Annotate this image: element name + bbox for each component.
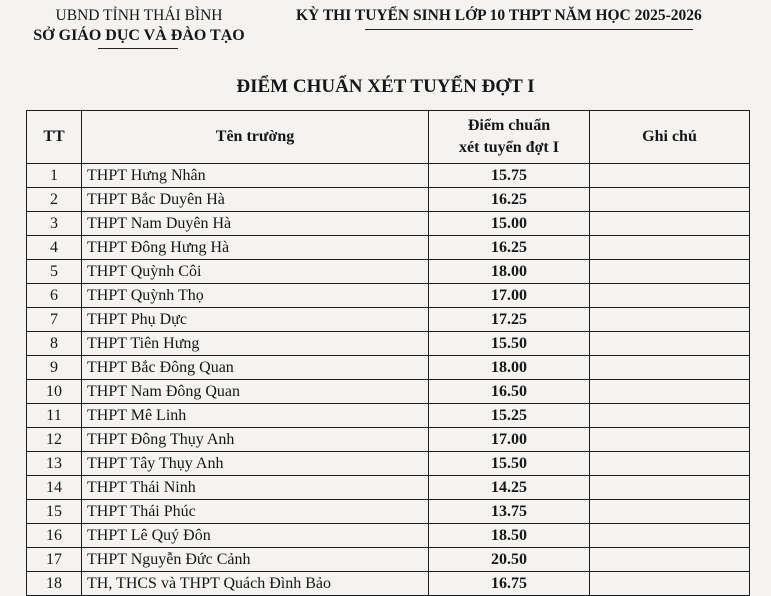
- note-cell: [590, 500, 750, 524]
- school-name-cell: THPT Nguyễn Đức Cảnh: [82, 548, 429, 572]
- row-number-cell: 6: [27, 284, 82, 308]
- cutoff-score-cell: 17.25: [429, 308, 590, 332]
- note-cell: [590, 452, 750, 476]
- cutoff-score-cell: 16.50: [429, 380, 590, 404]
- row-number-cell: 4: [27, 236, 82, 260]
- table-row: [27, 524, 750, 548]
- school-name-cell: THPT Quỳnh Côi: [82, 260, 429, 284]
- table-row: [27, 476, 750, 500]
- cutoff-score-cell: 17.00: [429, 284, 590, 308]
- col-header-tt: TT: [27, 111, 82, 164]
- note-cell: [590, 236, 750, 260]
- cutoff-score-cell: 16.75: [429, 572, 590, 596]
- table-row: [27, 500, 750, 524]
- note-cell: [590, 524, 750, 548]
- cutoff-score-cell: 16.25: [429, 236, 590, 260]
- note-cell: [590, 428, 750, 452]
- cutoff-score-cell: 15.50: [429, 332, 590, 356]
- row-number-cell: 17: [27, 548, 82, 572]
- school-name-cell: THPT Đông Thụy Anh: [82, 428, 429, 452]
- note-cell: [590, 380, 750, 404]
- table-row: [27, 188, 750, 212]
- cutoff-score-cell: 14.25: [429, 476, 590, 500]
- row-number-cell: 13: [27, 452, 82, 476]
- table-row: [27, 356, 750, 380]
- row-number-cell: 18: [27, 572, 82, 596]
- school-name-cell: THPT Mê Linh: [82, 404, 429, 428]
- table-row: [27, 404, 750, 428]
- note-cell: [590, 476, 750, 500]
- row-number-cell: 9: [27, 356, 82, 380]
- cutoff-score-cell: 15.25: [429, 404, 590, 428]
- row-number-cell: 16: [27, 524, 82, 548]
- cutoff-score-cell: 20.50: [429, 548, 590, 572]
- table-row: [27, 452, 750, 476]
- cutoff-score-cell: 18.50: [429, 524, 590, 548]
- school-name-cell: THPT Lê Quý Đôn: [82, 524, 429, 548]
- table-row: [27, 308, 750, 332]
- note-cell: [590, 260, 750, 284]
- note-cell: [590, 332, 750, 356]
- cutoff-score-cell: 15.75: [429, 164, 590, 188]
- school-name-cell: THPT Bắc Đông Quan: [82, 356, 429, 380]
- school-name-cell: THPT Thái Ninh: [82, 476, 429, 500]
- note-cell: [590, 164, 750, 188]
- row-number-cell: 14: [27, 476, 82, 500]
- cutoff-score-cell: 18.00: [429, 260, 590, 284]
- note-cell: [590, 308, 750, 332]
- row-number-cell: 1: [27, 164, 82, 188]
- school-name-cell: THPT Hưng Nhân: [82, 164, 429, 188]
- note-cell: [590, 284, 750, 308]
- org-name-line2: SỞ GIÁO DỤC VÀ ĐÀO TẠO: [33, 27, 245, 44]
- school-name-cell: THPT Phụ Dực: [82, 308, 429, 332]
- row-number-cell: 8: [27, 332, 82, 356]
- school-name-cell: THPT Thái Phúc: [82, 500, 429, 524]
- school-name-cell: THPT Nam Duyên Hà: [82, 212, 429, 236]
- col-header-score-line1: Điểm chuẩn: [467, 117, 551, 134]
- table-row: [27, 548, 750, 572]
- row-number-cell: 3: [27, 212, 82, 236]
- table-row: [27, 284, 750, 308]
- org-name-line1: UBND TỈNH THÁI BÌNH: [55, 7, 223, 24]
- school-name-cell: THPT Quỳnh Thọ: [82, 284, 429, 308]
- school-name-cell: THPT Tây Thụy Anh: [82, 452, 429, 476]
- table-row: [27, 236, 750, 260]
- cutoff-score-cell: 15.00: [429, 212, 590, 236]
- table-row: [27, 212, 750, 236]
- cutoff-score-cell: 15.50: [429, 452, 590, 476]
- school-name-cell: TH, THCS và THPT Quách Đình Bảo: [82, 572, 429, 596]
- school-name-cell: THPT Bắc Duyên Hà: [82, 188, 429, 212]
- row-number-cell: 5: [27, 260, 82, 284]
- school-name-cell: THPT Nam Đông Quan: [82, 380, 429, 404]
- note-cell: [590, 356, 750, 380]
- col-header-school-name: Tên trường: [82, 111, 429, 164]
- col-header-score-line2: xét tuyển đợt I: [459, 139, 559, 156]
- note-cell: [590, 404, 750, 428]
- cutoff-score-cell: 16.25: [429, 188, 590, 212]
- org-underline: [98, 48, 178, 49]
- exam-title: KỲ THI TUYỂN SINH LỚP 10 THPT NĂM HỌC 2025-2026: [296, 7, 702, 24]
- table-row: [27, 164, 750, 188]
- col-header-note: Ghi chú: [590, 111, 750, 164]
- row-number-cell: 2: [27, 188, 82, 212]
- issuing-authority: [14, 6, 264, 46]
- row-number-cell: 12: [27, 428, 82, 452]
- row-number-cell: 7: [27, 308, 82, 332]
- cutoff-score-cell: 17.00: [429, 428, 590, 452]
- row-number-cell: 10: [27, 380, 82, 404]
- note-cell: [590, 548, 750, 572]
- school-name-cell: THPT Đông Hưng Hà: [82, 236, 429, 260]
- cutoff-score-cell: 18.00: [429, 356, 590, 380]
- note-cell: [590, 212, 750, 236]
- table-row: [27, 428, 750, 452]
- table-row: [27, 380, 750, 404]
- exam-title-underline: [365, 29, 693, 30]
- cutoff-score-table: [26, 110, 750, 596]
- table-row: [27, 260, 750, 284]
- cutoff-score-cell: 13.75: [429, 500, 590, 524]
- school-name-cell: THPT Tiên Hưng: [82, 332, 429, 356]
- table-row: [27, 332, 750, 356]
- table-header-row: [27, 111, 750, 164]
- row-number-cell: 11: [27, 404, 82, 428]
- col-header-cutoff-score: [429, 111, 590, 164]
- row-number-cell: 15: [27, 500, 82, 524]
- document-title: ĐIỂM CHUẨN XÉT TUYỂN ĐỢT I: [236, 76, 535, 97]
- note-cell: [590, 188, 750, 212]
